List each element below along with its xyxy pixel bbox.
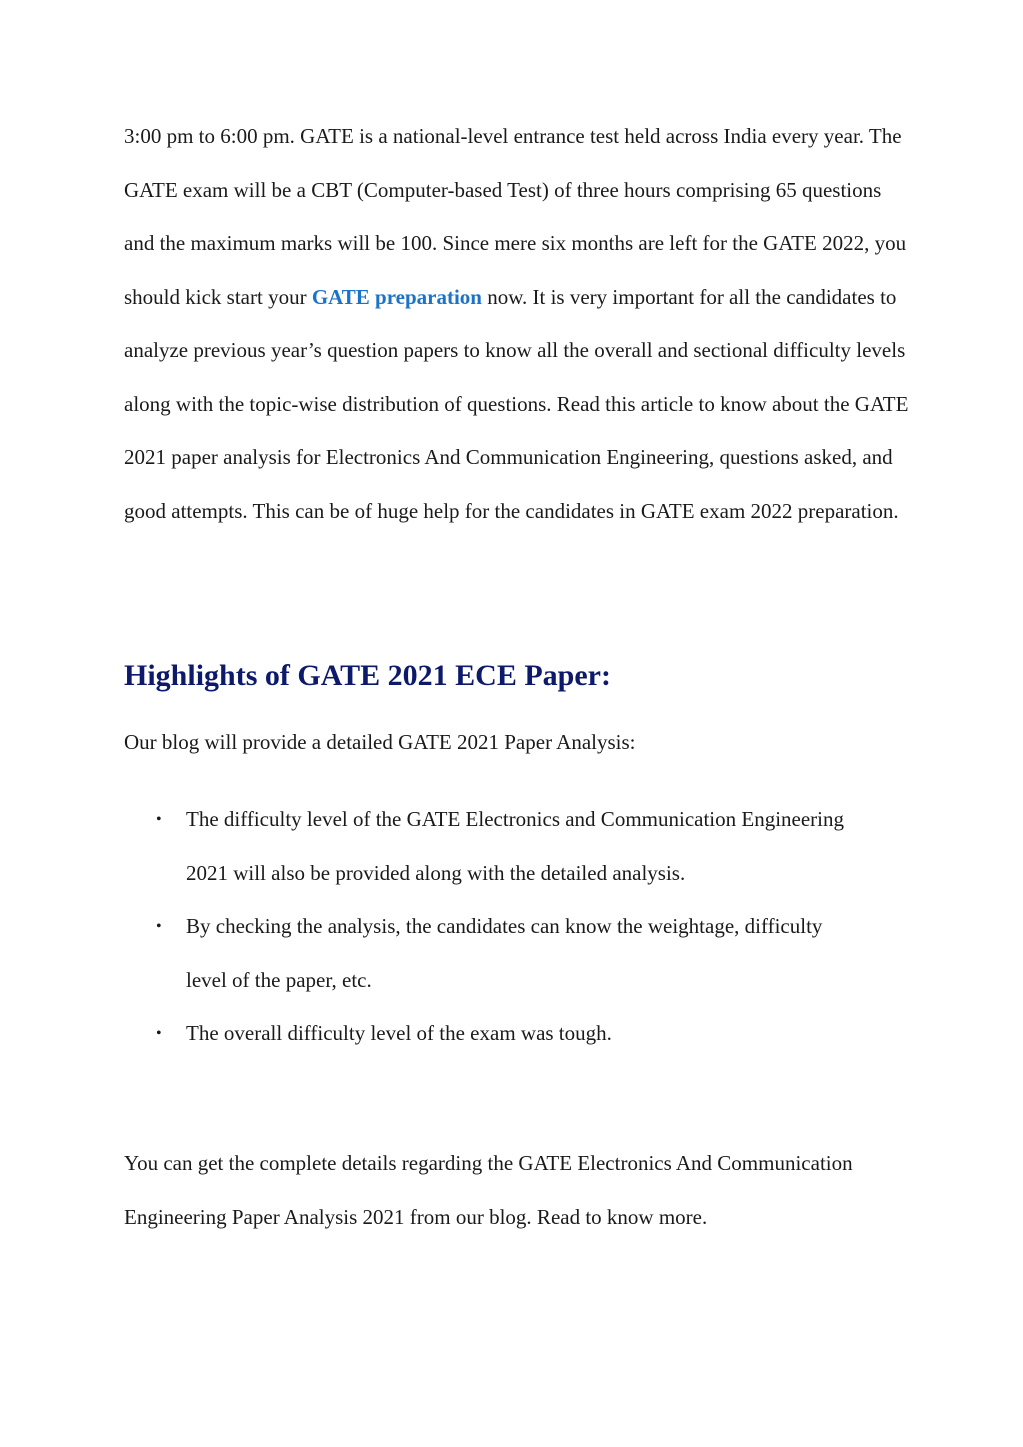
section-heading: Highlights of GATE 2021 ECE Paper: — [124, 659, 611, 692]
list-item — [124, 900, 854, 1007]
intro-text-after-link: now. It is very important for all the candidates to analyze previous year’s question papers to know all the overall and sectional difficulty levels along with the topic-wise distribution of questions. Read this article to know about the GATE 2021 paper analysis for Electronics And Communication Engineering, questions asked, and good attempts. This can be of huge help for the candidates in GATE exam 2022 preparation. — [124, 284, 909, 523]
gate-preparation-link[interactable]: GATE preparation — [311, 284, 482, 309]
list-item — [124, 1007, 854, 1061]
closing-paragraph: You can get the complete details regarding the GATE Electronics And Communication Engineering Paper Analysis 2021 from our blog. Read to know more. — [124, 1151, 853, 1229]
list-item — [124, 793, 854, 900]
intro-text-before-link: 3:00 pm to 6:00 pm. GATE is a national-level entrance test held across India every year. The GATE exam will be a CBT (Computer-based Test) of three hours comprising 65 questions and the maximum marks will be 100. Since mere six months are left for the GATE 2022, you should kick start your — [124, 124, 907, 309]
list-item-text: The difficulty level of the GATE Electronics and Communication Engineering 2021 will also be provided along with the detailed analysis. — [186, 807, 845, 885]
bullet-icon: • — [156, 918, 162, 935]
bullet-icon: • — [156, 811, 162, 828]
bullet-icon: • — [156, 1025, 162, 1042]
list-item-text: By checking the analysis, the candidates can know the weightage, difficulty level of the paper, etc. — [186, 914, 823, 992]
list-item-text: The overall difficulty level of the exam was tough. — [186, 1021, 612, 1045]
blog-intro-text: Our blog will provide a detailed GATE 2021 Paper Analysis: — [124, 730, 636, 754]
highlights-list — [124, 793, 854, 1061]
intro-paragraph — [124, 110, 914, 538]
